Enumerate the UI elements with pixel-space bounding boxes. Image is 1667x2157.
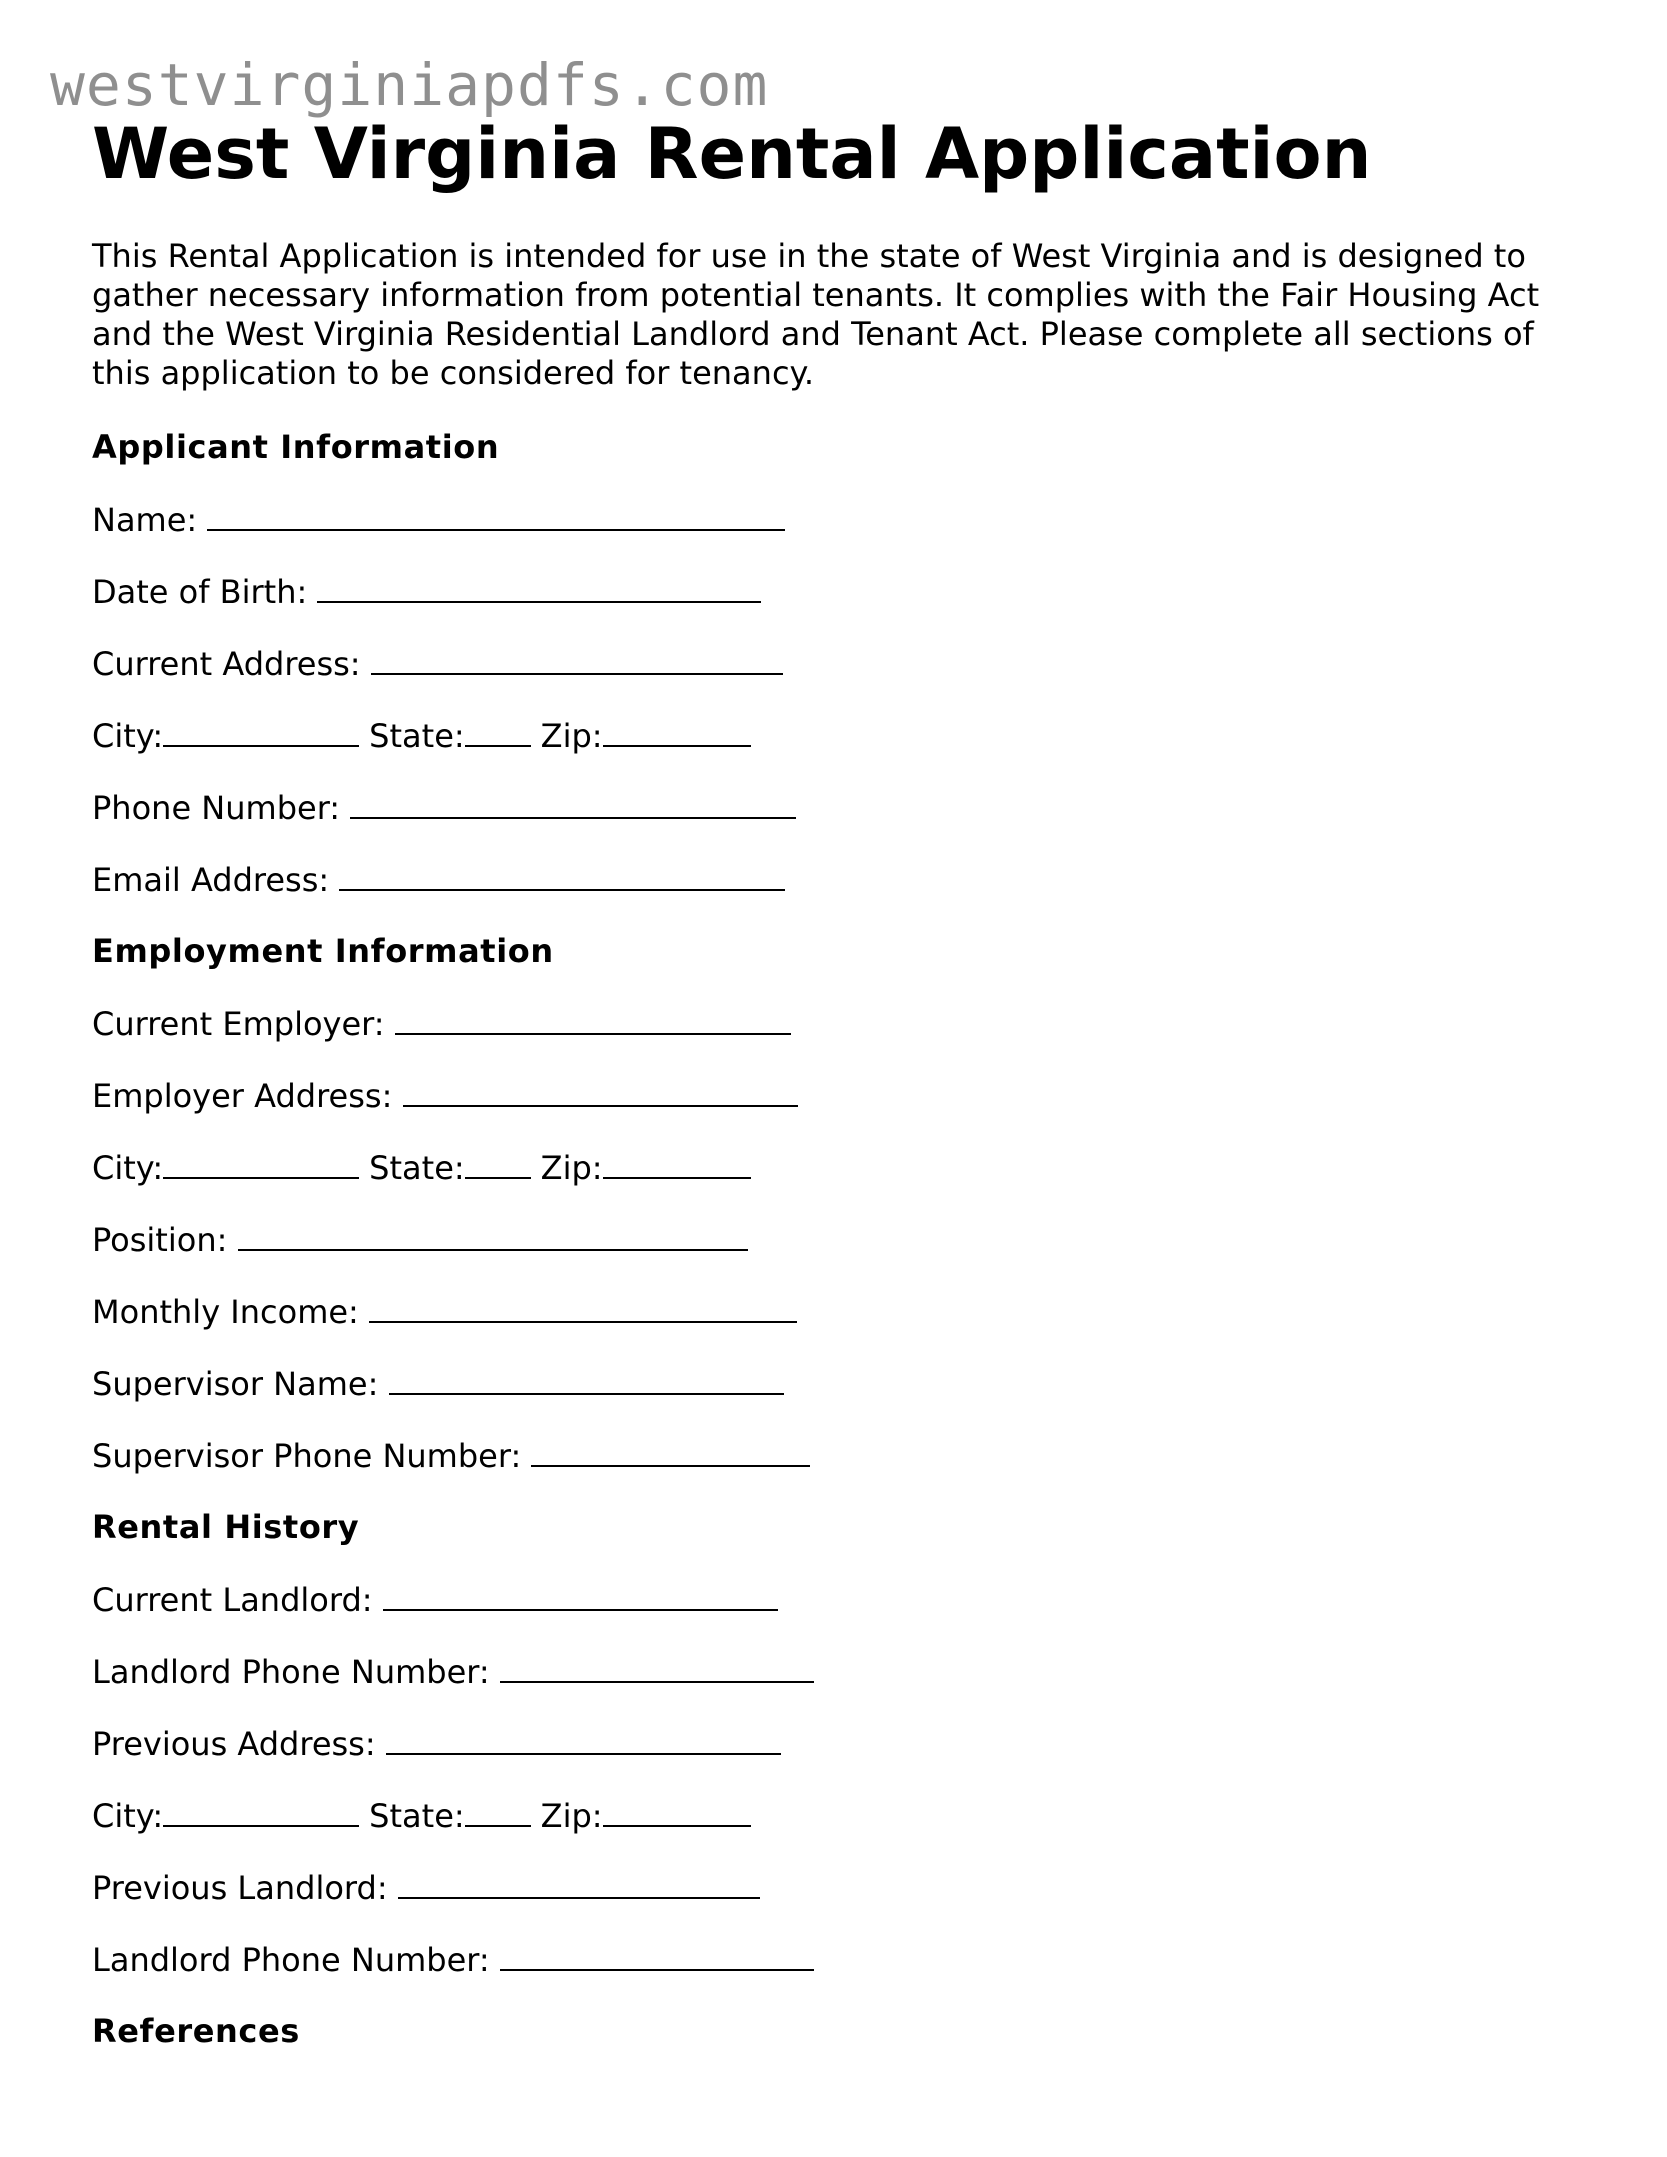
state-label: State: [369,1149,465,1187]
current-landlord-blank[interactable] [383,1579,778,1611]
intro-line: this application to be considered for tenancy. [92,354,815,392]
email-blank[interactable] [339,859,785,891]
zip-blank[interactable] [603,1795,751,1827]
current-address-blank[interactable] [371,643,783,675]
city-label: City: [92,1149,164,1187]
dob-field-row [92,571,761,612]
supervisor-name-blank[interactable] [389,1363,784,1395]
monthly-income-field-row [92,1291,797,1332]
name-blank[interactable] [207,499,785,531]
document-title: West Virginia Rental Application [92,113,1372,195]
previous-landlord-phone-blank[interactable] [500,1939,814,1971]
previous-landlord-label: Previous Landlord: [92,1869,388,1907]
previous-address-blank[interactable] [386,1723,781,1755]
supervisor-phone-field-row [92,1435,810,1476]
supervisor-name-label: Supervisor Name: [92,1365,379,1403]
intro-line: This Rental Application is intended for use in the state of West Virginia and is designed to [92,237,1526,275]
city-blank[interactable] [163,1795,359,1827]
section-heading-employment: Employment Information [92,932,554,970]
employer-address-blank[interactable] [403,1075,798,1107]
current-landlord-field-row [92,1579,778,1620]
landlord-phone-label: Landlord Phone Number: [92,1653,490,1691]
dob-blank[interactable] [317,571,761,603]
position-label: Position: [92,1221,228,1259]
state-blank[interactable] [465,715,531,747]
previous-address-label: Previous Address: [92,1725,376,1763]
intro-line: and the West Virginia Residential Landlord and Tenant Act. Please complete all sections of [92,315,1534,353]
employment-city-state-zip-row [92,1147,761,1188]
phone-field-row [92,787,796,828]
intro-line: gather necessary information from potential tenants. It complies with the Fair Housing Act [92,276,1540,314]
state-blank[interactable] [465,1795,531,1827]
phone-blank[interactable] [350,787,796,819]
city-blank[interactable] [163,715,359,747]
employer-address-label: Employer Address: [92,1077,393,1115]
previous-landlord-phone-field-row [92,1939,814,1980]
monthly-income-label: Monthly Income: [92,1293,359,1331]
previous-landlord-blank[interactable] [398,1867,760,1899]
position-blank[interactable] [238,1219,748,1251]
name-label: Name: [92,501,198,539]
watermark: westvirginiapdfs.com [50,51,769,119]
supervisor-name-field-row [92,1363,784,1404]
previous-address-field-row [92,1723,781,1764]
section-heading-applicant: Applicant Information [92,428,500,466]
zip-label: Zip: [540,1797,603,1835]
phone-label: Phone Number: [92,789,341,827]
state-label: State: [369,1797,465,1835]
landlord-phone-blank[interactable] [500,1651,814,1683]
current-employer-label: Current Employer: [92,1005,385,1043]
current-address-label: Current Address: [92,645,361,683]
applicant-city-state-zip-row [92,715,761,756]
city-blank[interactable] [163,1147,359,1179]
city-label: City: [92,717,164,755]
rental-city-state-zip-row [92,1795,761,1836]
current-employer-field-row [92,1003,791,1044]
employer-address-field-row [92,1075,798,1116]
current-address-field-row [92,643,783,684]
zip-label: Zip: [540,1149,603,1187]
current-employer-blank[interactable] [395,1003,791,1035]
zip-label: Zip: [540,717,603,755]
state-label: State: [369,717,465,755]
position-field-row [92,1219,748,1260]
supervisor-phone-blank[interactable] [531,1435,810,1467]
email-label: Email Address: [92,861,330,899]
previous-landlord-field-row [92,1867,760,1908]
previous-landlord-phone-label: Landlord Phone Number: [92,1941,490,1979]
section-heading-references: References [92,2012,300,2050]
zip-blank[interactable] [603,1147,751,1179]
email-field-row [92,859,785,900]
section-heading-rental-history: Rental History [92,1508,360,1546]
name-field-row [92,499,785,540]
intro-paragraph [92,237,1592,393]
supervisor-phone-label: Supervisor Phone Number: [92,1437,522,1475]
current-landlord-label: Current Landlord: [92,1581,373,1619]
dob-label: Date of Birth: [92,573,308,611]
monthly-income-blank[interactable] [369,1291,797,1323]
state-blank[interactable] [465,1147,531,1179]
city-label: City: [92,1797,164,1835]
zip-blank[interactable] [603,715,751,747]
landlord-phone-field-row [92,1651,814,1692]
